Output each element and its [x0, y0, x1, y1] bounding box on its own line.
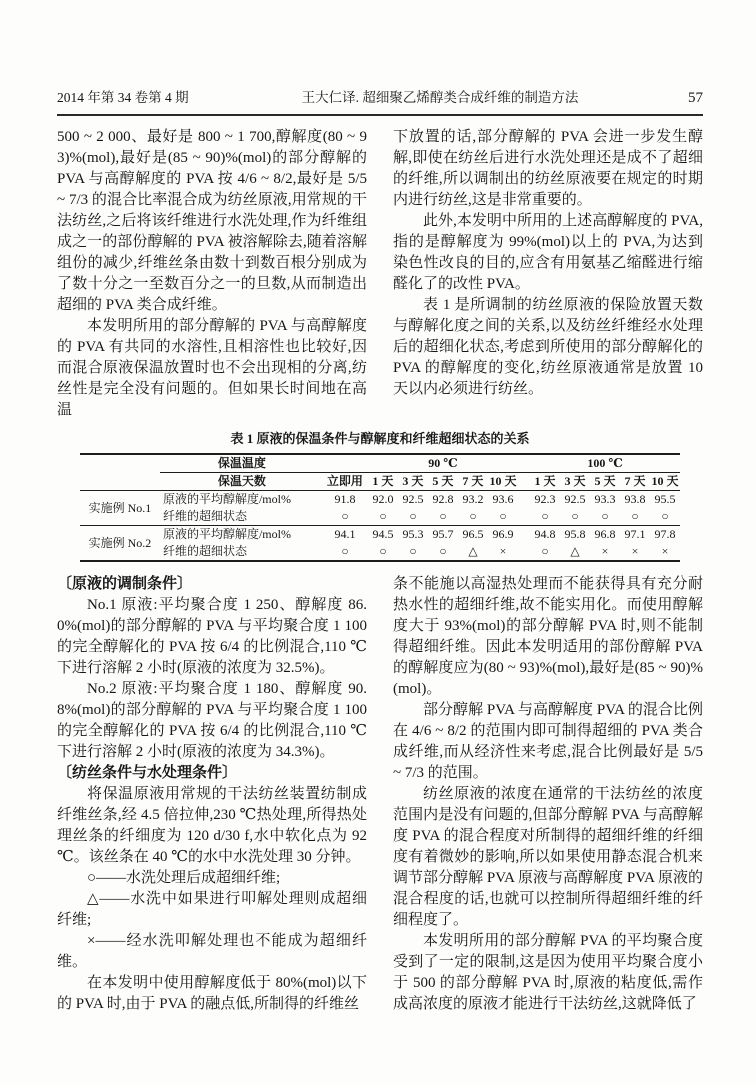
temp-group-90-cell: 90 ℃	[368, 454, 518, 473]
value-cell: 92.5	[402, 492, 424, 506]
day-header-cell: 1 天	[530, 473, 560, 491]
value-cell: 96.5	[462, 527, 484, 541]
state-cell: △	[468, 544, 478, 558]
paragraph: 在本发明中使用醇解度低于 80%(mol)以下的 PVA 时,由于 PVA 的融点低,所制得的纤维丝	[57, 975, 367, 1012]
top-right-column	[393, 127, 703, 421]
value-cell: 93.6	[492, 492, 514, 506]
value-cell: 95.5	[654, 492, 676, 506]
empty-cell	[80, 473, 160, 491]
paragraph: 下放置的话,部分醇解的 PVA 会进一步发生醇解,即使在纺丝后进行水洗处理还是成不了超细的纤维,所以调制出的纺丝原液要在规定的时期内进行纺丝,这是非常重要的。	[393, 129, 703, 208]
legend-item-triangle: △——水洗中如果进行叩解处理则成超细纤维;	[57, 891, 367, 928]
paragraph: No.1 原液:平均聚合度 1 250、醇解度 86.0%(mol)的部分醇解的 PVA 与平均聚合度 1 100 的完全醇解化的 PVA 按 6/4 的比例混合,110 ℃下进行溶解 2 小时(原液的浓度为 32.5%)。	[57, 597, 367, 676]
value-cell: 96.9	[492, 527, 514, 541]
state-cell: ○	[620, 508, 650, 526]
day-header-cell: 5 天	[590, 473, 620, 491]
value-cell: 94.5	[372, 527, 394, 541]
state-cell: ○	[541, 544, 549, 558]
data-table	[80, 453, 680, 562]
paragraph: 表 1 是所调制的纺丝原液的保险放置天数与醇解化度之间的关系,以及纺丝纤维经水处理后的超细化状态,考虑到所使用的部分醇解化的 PVA 的醇解度的变化,纺丝原液通常是放置 10 天以内必须进行纺丝。	[393, 297, 703, 397]
state-cell: ○	[398, 508, 428, 526]
value-cell: 95.8	[564, 527, 586, 541]
day-header-cell: 5 天	[428, 473, 458, 491]
day-header-cell: 1 天	[368, 473, 398, 491]
paragraph: 条不能施以高湿热处理而不能获得具有充分耐热水性的超细纤维,故不能实用化。而使用醇解度大于 93%(mol)的部分醇解 PVA 时,则不能制得超细纤维。因此本发明适用的部份醇解 PVA 的醇解度应为(80 ~ 93)%(mol),最好是(85 ~ 90)%(mol)。	[393, 576, 703, 697]
value-cell: 93.8	[624, 492, 646, 506]
state-cell: ×	[499, 544, 507, 558]
value-cell: 97.8	[654, 527, 676, 541]
property-label: 纤维的超细状态	[162, 544, 247, 558]
example-2-state-row	[80, 543, 680, 561]
value-cell: 95.3	[402, 527, 424, 541]
spacer-cell	[518, 491, 530, 509]
state-cell: ○	[379, 544, 387, 558]
value-cell: 96.8	[594, 527, 616, 541]
paragraph: 本发明所用的部分醇解的 PVA 与高醇解度的 PVA 有共同的水溶性,且相溶性也比较好,因而混合原液保温放置时也不会出现相的分离,纺丝性是完全没有问题的。但如果长时间地在高温	[57, 318, 367, 418]
paragraph: No.2 原液:平均聚合度 1 180、醇解度 90.8%(mol)的部分醇解的 PVA 与平均聚合度 1 100 的完全醇解化的 PVA 按 6/4 的比例混合,110 ℃下进行溶解 2 小时(原液的浓度为 34.3%)。	[57, 681, 367, 760]
value-cell: 92.0	[372, 492, 394, 506]
paragraph: 纺丝原液的浓度在通常的干法纺丝的浓度范围内是没有问题的,但部分醇解 PVA 与高醇解度 PVA 的混合程度对所制得的超细纤维的纤细度有着微妙的影响,所以如果使用静态混合机来调节部分醇解 PVA 原液与高醇解度 PVA 原液的混合程度的话,也就可以控制所得超细纤维的纤细程度了。	[393, 786, 703, 928]
paragraph: 此外,本发明中所用的上述高醇解度的 PVA,指的是醇解度为 99%(mol)以上的 PVA,为达到染色性改良的目的,应含有用氨基乙缩醛进行缩醛化了的改性 PVA。	[393, 213, 703, 292]
state-cell: ○	[428, 508, 458, 526]
example-1-degree-row	[80, 491, 680, 509]
paragraph: 将保温原液用常规的干法纺丝装置纺制成纤维丝条,经 4.5 倍拉伸,230 ℃热处理,所得热处理丝条的纤细度为 120 d/30 f,水中软化点为 92 ℃。该丝条在 40 ℃的水中水洗处理 30 分钟。	[57, 786, 367, 865]
table-title: 表 1 原液的保温条件与醇解度和纤维超细状态的关系	[230, 431, 530, 446]
state-cell: ○	[458, 508, 488, 526]
day-header-cell: 3 天	[560, 473, 590, 491]
section-heading: 〔原液的调制条件〕	[57, 576, 193, 592]
value-cell: 92.5	[564, 492, 586, 506]
bottom-left-column	[57, 574, 367, 1015]
empty-cell	[80, 454, 160, 473]
state-cell: △	[570, 544, 580, 558]
table-section	[57, 428, 703, 562]
property-label: 原液的平均醇解度/mol%	[162, 527, 291, 541]
property-label: 纤维的超细状态	[160, 508, 322, 526]
value-cell: 97.1	[624, 527, 646, 541]
example-label: 实施例 No.1	[80, 491, 160, 526]
page-number: 57	[688, 90, 703, 106]
top-section	[57, 127, 703, 421]
example-2-degree-row	[80, 526, 680, 544]
state-cell: ○	[368, 508, 398, 526]
temp-group-100-cell: 100 ℃	[530, 454, 680, 473]
bottom-right-column	[393, 574, 703, 1015]
state-cell: ×	[601, 544, 609, 558]
spacer-cell	[518, 526, 530, 544]
state-cell: ×	[631, 544, 639, 558]
state-cell: ○	[488, 508, 518, 526]
top-left-column	[57, 127, 367, 421]
state-cell: ○	[650, 508, 680, 526]
day-header-cell: 3 天	[398, 473, 428, 491]
example-label: 实施例 No.2	[88, 535, 152, 550]
value-cell: 92.3	[534, 492, 556, 506]
state-cell: ○	[322, 508, 368, 526]
day-header-cell: 7 天	[620, 473, 650, 491]
property-label: 原液的平均醇解度/mol%	[162, 492, 291, 506]
paragraph: 本发明所用的部分醇解 PVA 的平均聚合度受到了一定的限制,这是因为使用平均聚合度小于 500 的部分醇解 PVA 时,原液的粘度低,需作成高浓度的原液才能进行干法纺丝,这就降低了	[393, 933, 703, 1012]
spacer-cell	[518, 508, 530, 526]
table-header-row-temperature	[80, 454, 680, 473]
immediate-header-cell: 立即用	[322, 473, 368, 491]
paragraph: 部分醇解 PVA 与高醇解度 PVA 的混合比例在 4/6 ~ 8/2 的范围内即可制得超细的 PVA 类合成纤维,而从经济性来考虑,混合比例最好是 5/5 ~ 7/3 的范围。	[393, 702, 703, 781]
spacer-cell	[518, 473, 530, 491]
value-cell: 91.8	[334, 492, 356, 506]
example-1-state-row	[80, 508, 680, 526]
state-cell: ○	[409, 544, 417, 558]
paragraph: 500 ~ 2 000、最好是 800 ~ 1 700,醇解度(80 ~ 93)%(mol),最好是(85 ~ 90)%(mol)的部分醇解的 PVA 与高醇解度的 PVA 按 4/6 ~ 8/2,最好是 5/5 ~ 7/3 的混合比率混合成为纺丝原液,用常规的干法纺丝,之后将该纤维进行水洗处理,作为纤维组成之一的部份醇解的 PVA 被溶解除去,随着溶解组份的减少,纤维丝条由数十到数百根分别成为了数十分之一至数百分之一的旦数,从而制造出超细的 PVA 类合成纤维。	[57, 129, 367, 313]
empty-cell	[322, 454, 368, 473]
day-header-cell: 7 天	[458, 473, 488, 491]
journal-issue: 2014 年第 34 卷第 4 期	[57, 90, 189, 105]
state-cell: ○	[341, 544, 349, 558]
value-cell: 93.2	[462, 492, 484, 506]
state-cell: ○	[560, 508, 590, 526]
section-heading: 〔纺丝条件与水处理条件〕	[57, 765, 238, 781]
legend-item-circle: ○——水洗处理后成超细纤维;	[87, 870, 281, 886]
bottom-section	[57, 574, 703, 1015]
state-cell: ○	[530, 508, 560, 526]
header-rule	[57, 114, 703, 116]
document-title: 王大仁译. 超细聚乙烯醇类合成纤维的制造方法	[301, 90, 579, 105]
value-cell: 94.8	[534, 527, 556, 541]
days-label-cell: 保温天数	[160, 473, 322, 491]
value-cell: 95.7	[432, 527, 454, 541]
day-header-cell: 10 天	[650, 473, 680, 491]
state-cell: ×	[661, 544, 669, 558]
value-cell: 94.1	[334, 527, 356, 541]
value-cell: 92.8	[432, 492, 454, 506]
spacer-cell	[518, 543, 530, 561]
page-header	[57, 86, 703, 107]
legend-item-cross: ×——经水洗叩解处理也不能成为超细纤维。	[57, 933, 367, 970]
table-header-row-days	[80, 473, 680, 491]
spacer-cell	[518, 454, 530, 473]
state-cell: ○	[439, 544, 447, 558]
state-cell: ○	[590, 508, 620, 526]
value-cell: 93.3	[594, 492, 616, 506]
day-header-cell: 10 天	[488, 473, 518, 491]
temp-label-cell: 保温温度	[160, 454, 322, 473]
